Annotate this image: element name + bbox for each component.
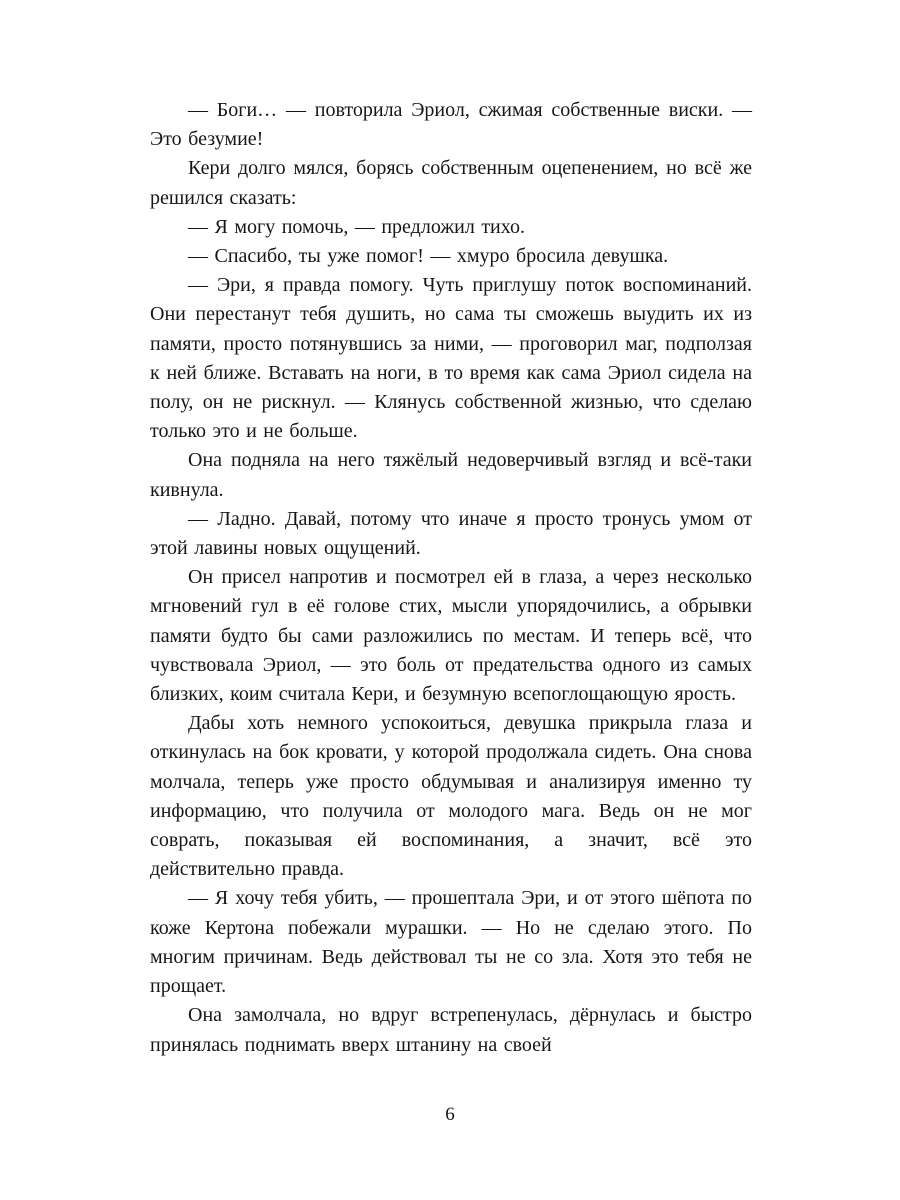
page-footer — [0, 1104, 900, 1126]
paragraph: Кери долго мялся, борясь собственным оцепенением, но всё же решился сказать: — [150, 157, 752, 209]
paragraph: — Эри, я правда помогу. Чуть приглушу поток воспоминаний. Они перестанут тебя душить, но сама ты сможешь выудить их из памяти, просто потянувшись за ними, — проговорил маг, подползая к ней ближе. Вставать на ноги, в то время как сама Эриол сидела на полу, он не рискнул. — Клянусь собственной жизнью, что сделаю только это и не больше. — [150, 274, 752, 443]
paragraph: — Ладно. Давай, потому что иначе я просто тронусь умом от этой лавины новых ощущений. — [150, 507, 752, 560]
paragraph: Дабы хоть немного успокоиться, девушка прикрыла глаза и откинулась на бок кровати, у которой продолжала сидеть. Она снова молчала, теперь уже просто обдумывая и анализируя именно ту информацию, что получила от молодого мага. Ведь он не мог соврать, показывая ей воспоминания, а значит, всё это действительно правда. — [150, 712, 752, 881]
paragraph: — Спасибо, ты уже помог! — хмуро бросила девушка. — [188, 245, 669, 268]
paragraph: — Боги… — повторила Эриол, сжимая собственные виски. — Это безумие! — [150, 99, 752, 151]
paragraph: Она замолчала, но вдруг встрепенулась, дёрнулась и быстро принялась поднимать вверх штанину на своей — [150, 1004, 752, 1056]
paragraph: Он присел напротив и посмотрел ей в глаза, а через несколько мгновений гул в её голове стих, мысли упорядочились, а обрывки памяти будто бы сами разложились по местам. И теперь всё, что чувствовала Эриол, — это боль от предательства одного из самых близких, коим считала Кери, и безумную всепоглощающую ярость. — [150, 566, 752, 706]
paragraph: — Я хочу тебя убить, — прошептала Эри, и от этого шёпота по коже Кертона побежали мурашки. — Но не сделаю этого. По многим причинам. Ведь действовал ты не со зла. Хотя это тебя не прощает. — [150, 887, 752, 998]
paragraph: Она подняла на него тяжёлый недоверчивый взгляд и всё-таки кивнула. — [150, 449, 752, 501]
page-number: 6 — [445, 1104, 455, 1125]
paragraph: — Я могу помочь, — предложил тихо. — [188, 215, 525, 238]
page-text-block — [150, 96, 752, 1060]
